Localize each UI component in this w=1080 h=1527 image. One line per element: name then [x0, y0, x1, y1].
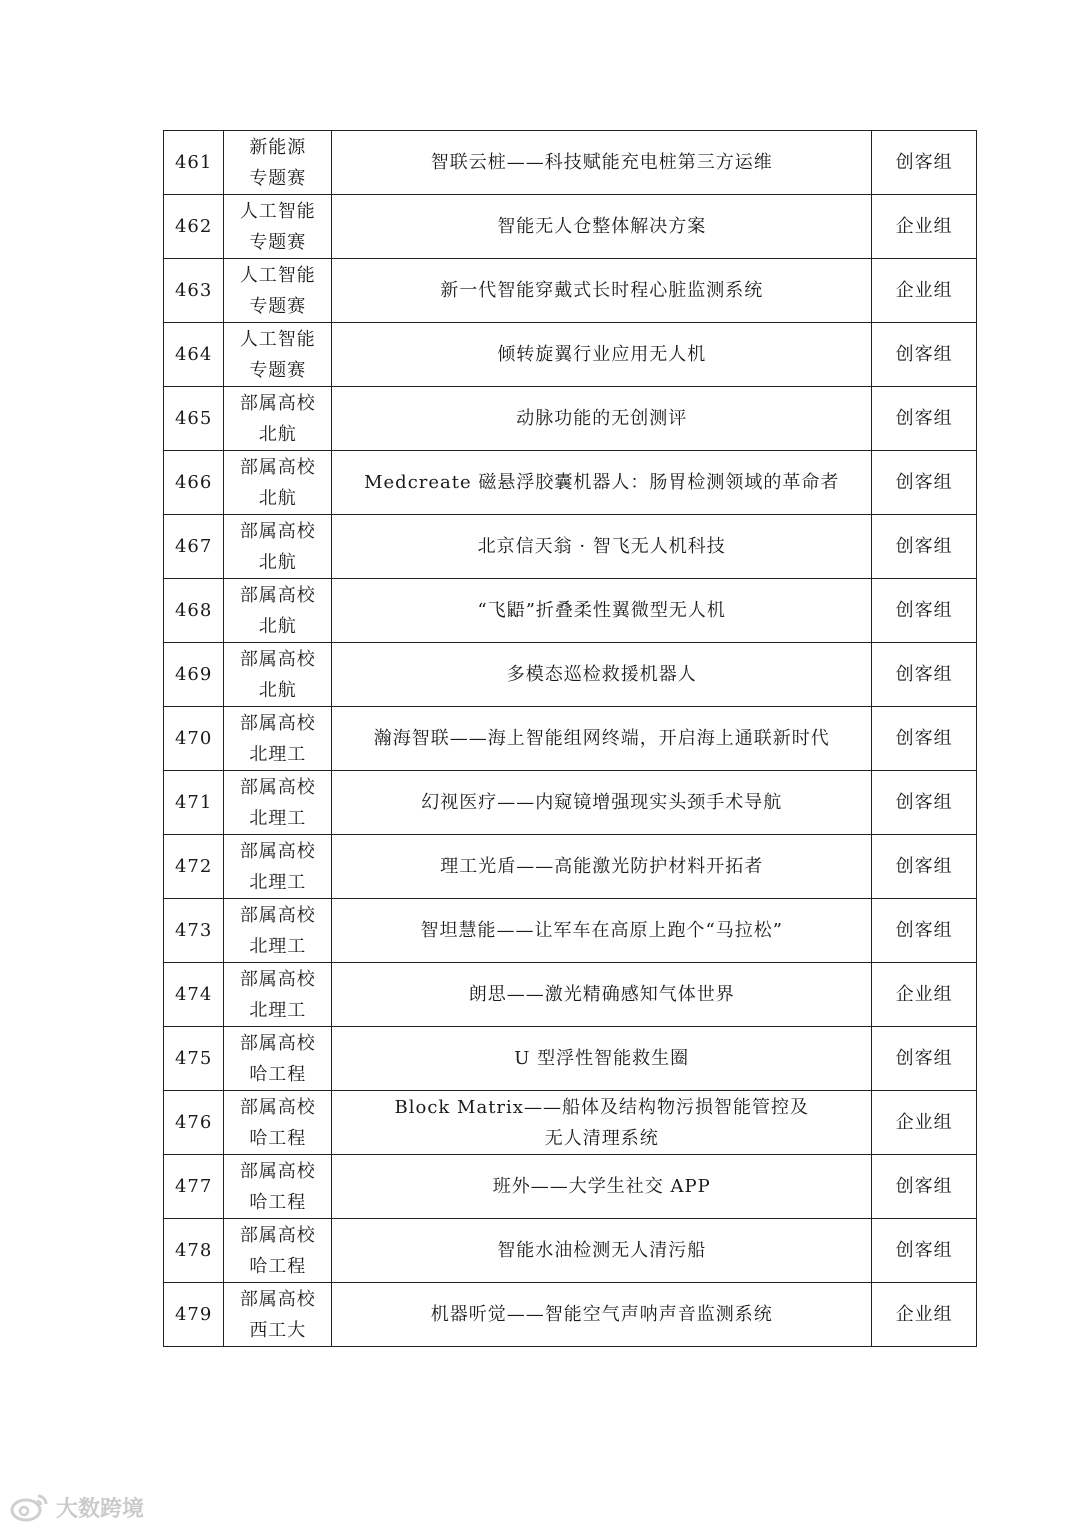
category-line: 部属高校 [239, 968, 316, 990]
category-line: 哈工程 [249, 1127, 307, 1149]
project-name-cell [332, 387, 872, 451]
category-line: 部属高校 [239, 1160, 316, 1182]
category-cell [224, 387, 332, 451]
project-name-cell [332, 259, 872, 323]
project-name-cell [332, 515, 872, 579]
group-cell: 创客组 [872, 387, 977, 451]
row-number: 472 [164, 835, 224, 899]
project-name-line: 智能水油检测无人清污船 [497, 1240, 707, 1261]
project-list-table [163, 130, 977, 1347]
project-name-line: Medcreate 磁悬浮胶囊机器人：肠胃检测领域的革命者 [364, 472, 840, 493]
group-cell: 创客组 [872, 707, 977, 771]
row-number: 474 [164, 963, 224, 1027]
table-row [164, 643, 977, 707]
category-line: 部属高校 [239, 840, 316, 862]
table-row [164, 579, 977, 643]
category-cell [224, 1283, 332, 1347]
project-name-line: 无人清理系统 [544, 1127, 659, 1149]
category-line: 北理工 [249, 743, 307, 765]
project-name-cell [332, 323, 872, 387]
group-cell: 企业组 [872, 259, 977, 323]
category-line: 人工智能 [239, 200, 316, 222]
project-name-cell [332, 1027, 872, 1091]
project-name-cell [332, 835, 872, 899]
category-line: 北理工 [249, 935, 307, 957]
project-name-line: 智坦慧能——让军车在高原上跑个“马拉松” [420, 920, 783, 941]
category-line: 人工智能 [239, 328, 316, 350]
group-cell: 创客组 [872, 899, 977, 963]
category-line: 哈工程 [249, 1191, 307, 1213]
category-line: 专题赛 [249, 167, 307, 189]
category-line: 北航 [258, 551, 297, 573]
category-line: 专题赛 [249, 359, 307, 381]
row-number: 478 [164, 1219, 224, 1283]
project-name-line: 动脉功能的无创测评 [516, 408, 688, 429]
project-name-line: “飞鼯”折叠柔性翼微型无人机 [477, 600, 726, 621]
weibo-logo-icon [10, 1492, 50, 1522]
row-number: 473 [164, 899, 224, 963]
project-name-line: 班外——大学生社交 APP [492, 1176, 711, 1197]
category-line: 部属高校 [239, 1288, 316, 1310]
table-row [164, 707, 977, 771]
project-name-cell [332, 963, 872, 1027]
group-cell: 创客组 [872, 771, 977, 835]
category-line: 新能源 [249, 136, 307, 158]
project-name-line: 瀚海智联——海上智能组网终端，开启海上通联新时代 [373, 728, 830, 749]
row-number: 463 [164, 259, 224, 323]
category-line: 北航 [258, 423, 297, 445]
group-cell: 创客组 [872, 1155, 977, 1219]
row-number: 470 [164, 707, 224, 771]
table-row [164, 1219, 977, 1283]
project-name-cell [332, 1283, 872, 1347]
project-name-cell [332, 451, 872, 515]
category-cell [224, 1027, 332, 1091]
category-line: 部属高校 [239, 776, 316, 798]
row-number: 468 [164, 579, 224, 643]
project-name-cell [332, 195, 872, 259]
project-name-line: 幻视医疗——内窥镜增强现实头颈手术导航 [421, 792, 783, 813]
group-cell: 企业组 [872, 1091, 977, 1155]
category-line: 部属高校 [239, 456, 316, 478]
table-row [164, 899, 977, 963]
category-cell [224, 131, 332, 195]
category-cell [224, 579, 332, 643]
table-body [164, 131, 977, 1347]
category-cell [224, 1091, 332, 1155]
table-row [164, 835, 977, 899]
category-line: 专题赛 [249, 231, 307, 253]
category-cell [224, 963, 332, 1027]
group-cell: 创客组 [872, 451, 977, 515]
row-number: 476 [164, 1091, 224, 1155]
project-name-line: 理工光盾——高能激光防护材料开拓者 [440, 856, 764, 877]
category-line: 北理工 [249, 871, 307, 893]
row-number: 475 [164, 1027, 224, 1091]
project-name-line: 倾转旋翼行业应用无人机 [497, 344, 707, 365]
group-cell: 企业组 [872, 1283, 977, 1347]
group-cell: 创客组 [872, 515, 977, 579]
category-cell [224, 707, 332, 771]
category-cell [224, 643, 332, 707]
row-number: 461 [164, 131, 224, 195]
project-name-cell [332, 1091, 872, 1155]
table-row [164, 963, 977, 1027]
table-row [164, 1027, 977, 1091]
row-number: 464 [164, 323, 224, 387]
project-name-cell [332, 1219, 872, 1283]
category-cell [224, 323, 332, 387]
project-name-cell [332, 1155, 872, 1219]
category-line: 部属高校 [239, 648, 316, 670]
row-number: 462 [164, 195, 224, 259]
project-name-cell [332, 899, 872, 963]
category-cell [224, 259, 332, 323]
category-line: 部属高校 [239, 1032, 316, 1054]
row-number: 469 [164, 643, 224, 707]
category-line: 部属高校 [239, 584, 316, 606]
project-name-line: 朗思——激光精确感知气体世界 [468, 984, 735, 1005]
group-cell: 创客组 [872, 579, 977, 643]
category-line: 部属高校 [239, 520, 316, 542]
project-name-cell [332, 579, 872, 643]
category-line: 哈工程 [249, 1255, 307, 1277]
row-number: 467 [164, 515, 224, 579]
category-line: 人工智能 [239, 264, 316, 286]
category-cell [224, 771, 332, 835]
category-line: 北航 [258, 615, 297, 637]
project-name-line: 多模态巡检救援机器人 [506, 664, 697, 685]
table-row [164, 323, 977, 387]
group-cell: 创客组 [872, 643, 977, 707]
category-line: 部属高校 [239, 712, 316, 734]
table-row [164, 387, 977, 451]
project-name-line: Block Matrix——船体及结构物污损智能管控及 [394, 1096, 809, 1118]
table-row [164, 131, 977, 195]
category-cell [224, 515, 332, 579]
category-line: 哈工程 [249, 1063, 307, 1085]
project-name-line: 智能无人仓整体解决方案 [497, 216, 707, 237]
group-cell: 创客组 [872, 835, 977, 899]
category-line: 北航 [258, 487, 297, 509]
category-line: 北理工 [249, 807, 307, 829]
group-cell: 企业组 [872, 195, 977, 259]
project-name-cell [332, 643, 872, 707]
table-row [164, 1283, 977, 1347]
row-number: 465 [164, 387, 224, 451]
project-name-line: 北京信天翁 · 智飞无人机科技 [477, 536, 726, 557]
table-row [164, 515, 977, 579]
project-name-line: 机器听觉——智能空气声呐声音监测系统 [430, 1304, 773, 1325]
project-name-line: 智联云桩——科技赋能充电桩第三方运维 [430, 152, 773, 173]
table-row [164, 195, 977, 259]
group-cell: 创客组 [872, 1219, 977, 1283]
category-line: 西工大 [249, 1319, 307, 1341]
row-number: 479 [164, 1283, 224, 1347]
watermark-text: 大数跨境 [56, 1496, 145, 1522]
group-cell: 创客组 [872, 131, 977, 195]
category-line: 北理工 [249, 999, 307, 1021]
category-cell [224, 1219, 332, 1283]
watermark [10, 1490, 144, 1524]
category-line: 部属高校 [239, 1096, 316, 1118]
category-line: 北航 [258, 679, 297, 701]
category-cell [224, 451, 332, 515]
category-cell [224, 835, 332, 899]
project-name-line: U 型浮性智能救生圈 [514, 1048, 690, 1069]
table-row [164, 451, 977, 515]
category-line: 部属高校 [239, 1224, 316, 1246]
category-cell [224, 195, 332, 259]
project-name-line: 新一代智能穿戴式长时程心脏监测系统 [440, 280, 764, 301]
row-number: 466 [164, 451, 224, 515]
table-row [164, 259, 977, 323]
table-row [164, 1091, 977, 1155]
category-line: 专题赛 [249, 295, 307, 317]
project-name-cell [332, 131, 872, 195]
table-row [164, 771, 977, 835]
category-cell [224, 899, 332, 963]
table-row [164, 1155, 977, 1219]
category-line: 部属高校 [239, 392, 316, 414]
group-cell: 创客组 [872, 1027, 977, 1091]
group-cell: 企业组 [872, 963, 977, 1027]
row-number: 471 [164, 771, 224, 835]
row-number: 477 [164, 1155, 224, 1219]
group-cell: 创客组 [872, 323, 977, 387]
category-cell [224, 1155, 332, 1219]
project-name-cell [332, 771, 872, 835]
category-line: 部属高校 [239, 904, 316, 926]
project-name-cell [332, 707, 872, 771]
